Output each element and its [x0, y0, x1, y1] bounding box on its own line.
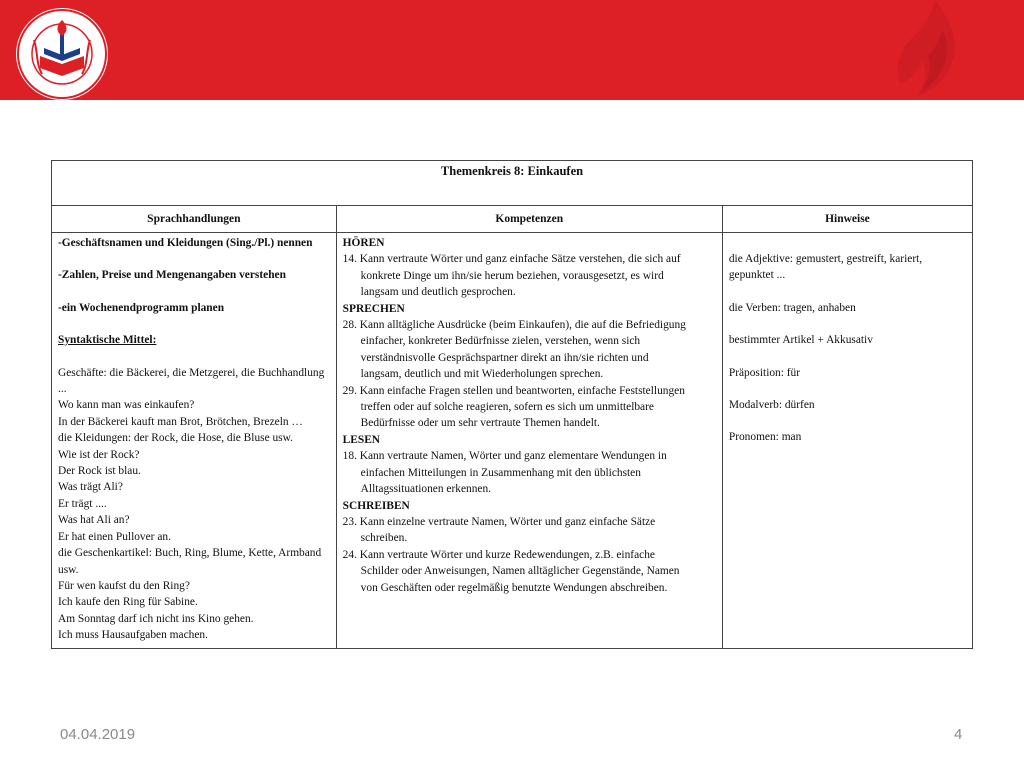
text-line: langsam, deutlich und mit Wiederholungen sprechen. [360, 368, 604, 381]
column-header-hinweise: Hinweise [722, 206, 972, 233]
flame-icon [880, 0, 970, 100]
text-line: Bedürfnisse oder um sehr vertraute Themen handelt. [360, 417, 600, 430]
column-header-sprachhandlungen: Sprachhandlungen [52, 206, 337, 233]
text-line: die Geschenkartikel: Buch, Ring, Blume, Kette, Armband usw. [58, 547, 322, 576]
hinweise-cell [722, 233, 972, 649]
line-spacer [58, 251, 330, 267]
text-line: Was hat Ali an? [58, 514, 130, 527]
text-line: Modalverb: dürfen [728, 399, 815, 412]
text-line: Ich kaufe den Ring für Sabine. [58, 596, 198, 609]
text-line: HÖREN [342, 237, 385, 249]
text-line: In der Bäckerei kauft man Brot, Brötchen, Brezeln … [58, 415, 303, 428]
text-line: Für wen kaufst du den Ring? [58, 579, 190, 592]
text-line: Er trägt .... [58, 497, 107, 510]
text-line: Alltagssituationen erkennen. [360, 483, 491, 496]
text-line: 18. Kann vertraute Namen, Wörter und ganz elementare Wendungen in [342, 450, 667, 463]
text-line: schreiben. [360, 532, 408, 545]
text-line: von Geschäften oder regelmäßig benutzte Wendungen abschreiben. [360, 581, 668, 594]
text-line: die Adjektive: gemustert, gestreift, kariert, gepunktet ... [728, 253, 923, 282]
line-spacer [58, 316, 330, 332]
line-spacer [729, 349, 966, 365]
text-line: Pronomen: man [728, 431, 802, 444]
text-line: verständnisvolle Gesprächspartner direkt an ihn/sie richten und [360, 351, 649, 364]
text-line: -Zahlen, Preise und Mengenangaben verstehen [58, 269, 286, 282]
text-line: 14. Kann vertraute Wörter und ganz einfache Sätze verstehen, die sich auf [342, 253, 681, 266]
line-spacer [729, 381, 966, 397]
text-line: SPRECHEN [342, 302, 405, 315]
header-band [0, 0, 1024, 100]
text-line: LESEN [342, 433, 381, 446]
table-title: Themenkreis 8: Einkaufen [52, 161, 973, 206]
text-line: Präposition: für [728, 366, 801, 379]
text-line: -Geschäftsnamen und Kleidungen (Sing./Pl.) nennen [58, 237, 313, 249]
text-line: Er hat einen Pullover an. [58, 530, 171, 543]
text-line: Was trägt Ali? [58, 481, 123, 494]
text-line: Geschäfte: die Bäckerei, die Metzgerei, die Buchhandlung ... [58, 366, 325, 396]
text-line: treffen oder auf solche reagieren, sofern es sich um unmittelbare [360, 401, 654, 414]
text-line: SCHREIBEN [342, 499, 410, 512]
text-line: Wo kann man was einkaufen? [58, 399, 195, 412]
page-number: 4 [954, 726, 963, 743]
column-header-kompetenzen: Kompetenzen [336, 206, 722, 233]
text-line: die Verben: tragen, anhaben [728, 301, 856, 314]
line-spacer [58, 349, 330, 365]
sprachhandlungen-cell [52, 233, 337, 649]
text-line: einfachen Mitteilungen in Zusammenhang mit den üblichsten [360, 466, 641, 479]
text-line: Syntaktische Mittel: [58, 334, 157, 347]
line-spacer [729, 235, 966, 251]
text-line: Am Sonntag darf ich nicht ins Kino gehen. [58, 612, 254, 625]
kompetenzen-cell [336, 233, 722, 649]
footer-date: 04.04.2019 [60, 726, 136, 743]
text-line: -ein Wochenendprogramm planen [58, 301, 225, 314]
line-spacer [729, 284, 966, 300]
text-line: einfacher, konkreter Bedürfnisse zielen, verstehen, wenn sich [360, 335, 641, 348]
text-line: Ich muss Hausaufgaben machen. [58, 629, 208, 642]
curriculum-table-wrapper [51, 160, 973, 649]
line-spacer [729, 316, 966, 332]
text-line: Der Rock ist blau. [58, 465, 141, 478]
text-line: 29. Kann einfache Fragen stellen und beantworten, einfache Feststellungen [342, 384, 685, 397]
text-line: bestimmter Artikel + Akkusativ [728, 334, 873, 347]
line-spacer [58, 284, 330, 300]
text-line: Wie ist der Rock? [58, 448, 140, 461]
line-spacer [729, 413, 966, 429]
text-line: konkrete Dinge um ihn/sie herum beziehen, vorausgesetzt, es wird [360, 269, 664, 282]
text-line: 24. Kann vertraute Wörter und kurze Redewendungen, z.B. einfache [342, 548, 655, 561]
ministry-logo [14, 6, 110, 102]
text-line: 28. Kann alltägliche Ausdrücke (beim Einkaufen), die auf die Befriedigung [342, 319, 686, 332]
curriculum-table [51, 160, 973, 649]
text-line: Schilder oder Anweisungen, Namen alltäglicher Gegenstände, Namen [360, 565, 680, 578]
text-line: 23. Kann einzelne vertraute Namen, Wörter und ganz einfache Sätze [342, 515, 656, 528]
text-line: langsam und deutlich gesprochen. [360, 286, 516, 299]
text-line: die Kleidungen: der Rock, die Hose, die Bluse usw. [58, 432, 293, 445]
